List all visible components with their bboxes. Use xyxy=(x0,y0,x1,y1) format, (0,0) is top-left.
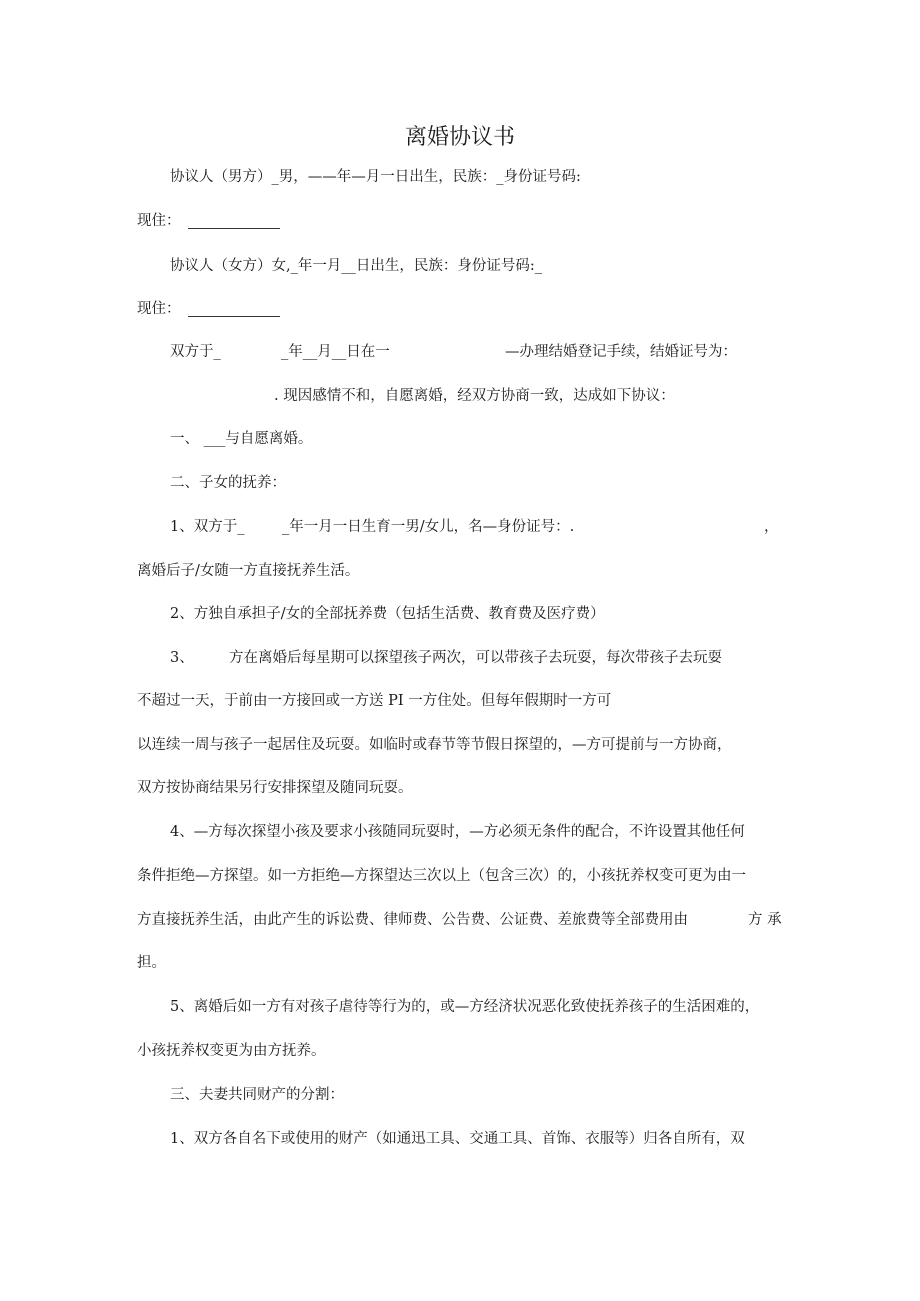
text-line: 条件拒绝—方探望。如一方拒绝—方探望达三次以上（包含三次）的，小孩抚养权变可更为由一 xyxy=(137,868,746,884)
text-line: 方在离婚后每星期可以探望孩子两次，可以带孩子去玩耍，每次带孩子去玩耍 xyxy=(229,650,722,666)
text-line: 协议人（男方）_男，——年—月一日出生，民族：_身份证号码: xyxy=(170,169,581,185)
text-line: 三、夫妻共同财产的分割： xyxy=(170,1087,344,1103)
text-line: 以连续一周与孩子一起居住及玩耍。如临时或春节等节假日探望的，—方可提前与一方协商， xyxy=(137,737,732,753)
blank-underline xyxy=(188,316,280,317)
text-line: 一、 ___与自愿离婚。 xyxy=(170,431,313,447)
document-title: 离婚协议书 xyxy=(404,125,515,150)
text-line: —办理结婚登记手续，结婚证号为： xyxy=(505,344,737,360)
text-line: 1、双方各自名下或使用的财产（如通迅工具、交通工具、首饰、衣服等）归各自所有，双 xyxy=(170,1131,745,1147)
text-line: 现住： xyxy=(137,213,181,229)
text-line: ， xyxy=(764,519,779,535)
text-line: 方直接抚养生活，由此产生的诉讼费、律师费、公告费、公证费、差旅费等全部费用由 xyxy=(137,912,688,928)
text-line: 2、方独自承担子/女的全部抚养费（包括生活费、教育费及医疗费） xyxy=(170,606,605,622)
text-line: 不超过一天，于前由一方接回或一方送 PI 一方住处。但每年假期时一方可 xyxy=(137,693,612,709)
text-line: _年一月一日生育一男/女儿，名—身份证号：. xyxy=(282,519,575,535)
text-line: 离婚后子/女随一方直接抚养生活。 xyxy=(137,563,360,579)
text-line: _年__月__日在一 xyxy=(281,344,390,360)
text-line: 二、子女的抚养： xyxy=(170,475,286,491)
text-line: 4、—方每次探望小孩及要求小孩随同玩耍时，—方必须无条件的配合，不许设置其他任何 xyxy=(170,824,745,840)
text-line: 双方按协商结果另行安排探望及随同玩耍。 xyxy=(137,780,413,796)
text-line: 5、离婚后如一方有对孩子虐待等行为的，或—方经济状况恶化致使抚养孩子的生活困难的， xyxy=(170,999,760,1015)
text-line: . 现因感情不和，自愿离婚，经双方协商一致，达成如下协议： xyxy=(274,388,675,404)
text-line: 1、双方于_ xyxy=(170,519,245,535)
text-line: 担。 xyxy=(137,955,166,971)
text-line: 方 承 xyxy=(748,912,782,928)
text-line: 现住： xyxy=(137,301,181,317)
blank-underline xyxy=(188,228,280,229)
text-line: 协议人（女方）女,_年一月__日出生，民族：身份证号码:_ xyxy=(170,258,542,274)
text-line: 双方于_ xyxy=(170,344,221,360)
text-line: 3、 xyxy=(170,650,194,666)
text-line: 小孩抚养权变更为由方抚养。 xyxy=(137,1043,326,1059)
